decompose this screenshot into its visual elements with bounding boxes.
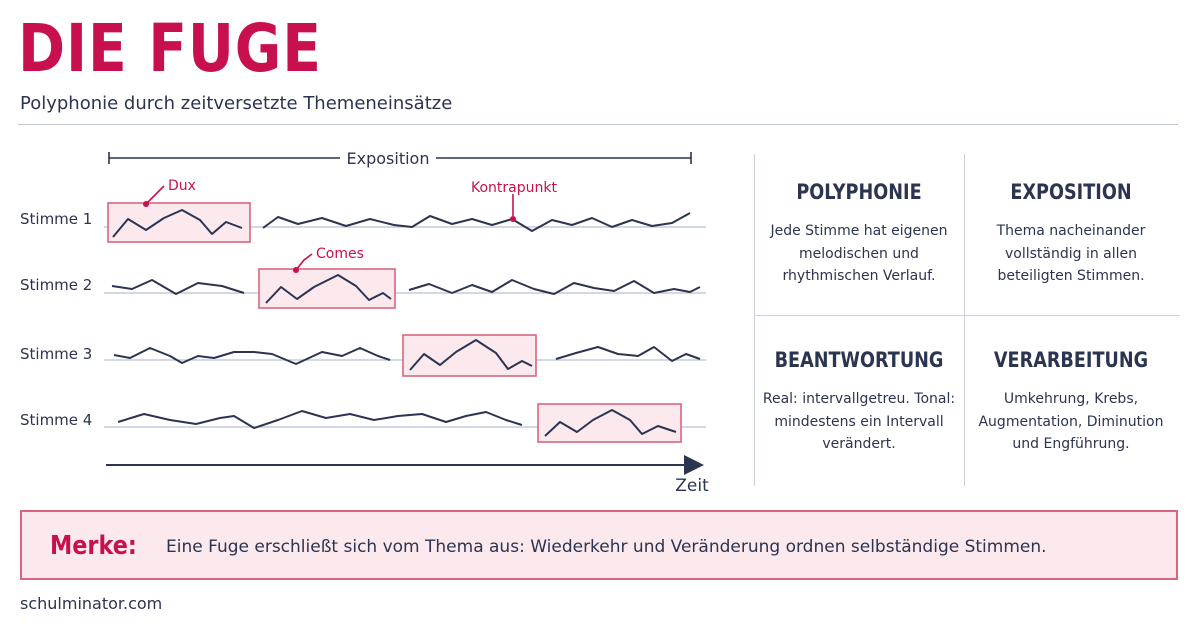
- cards-divider-horizontal: [754, 315, 1180, 316]
- merke-box: [20, 510, 1178, 580]
- card-beantwortung: [754, 346, 964, 456]
- card-title: POLYPHONIE: [796, 180, 922, 204]
- page-subtitle: Polyphonie durch zeitversetzte Themeneinsätze: [20, 93, 453, 114]
- annotation-dux-label: Dux: [168, 178, 196, 194]
- card-text: Thema nacheinander vollständig in allen beteiligten Stimmen.: [996, 223, 1146, 284]
- counterpoint-melody-voice-2b: [409, 280, 700, 294]
- card-exposition: [966, 178, 1176, 288]
- page-title: DIE FUGE: [18, 10, 322, 87]
- fugue-voice-diagram: [0, 130, 740, 500]
- concept-cards: [754, 154, 1180, 486]
- card-title: VERARBEITUNG: [993, 348, 1149, 372]
- exposition-label: Exposition: [346, 149, 430, 168]
- voice-label-3: Stimme 3: [20, 345, 93, 363]
- footer-site-name: schulminator.com: [20, 594, 163, 613]
- voice-label-2: Stimme 2: [20, 276, 93, 294]
- card-text: Jede Stimme hat eigenen melodischen und rhythmischen Verlauf.: [770, 223, 948, 284]
- counterpoint-melody-voice-1: [263, 213, 690, 231]
- annotation-kontrapunkt: [471, 180, 557, 222]
- merke-label: Merke:: [50, 531, 137, 561]
- exposition-bracket: [109, 149, 691, 168]
- counterpoint-melody-voice-3: [114, 348, 390, 364]
- card-text: Real: intervallgetreu. Tonal: mindestens ein Intervall verändert.: [762, 391, 956, 452]
- counterpoint-melody-voice-4: [118, 411, 522, 428]
- card-polyphonie: [754, 178, 964, 288]
- counterpoint-melody-voice-3b: [556, 347, 700, 361]
- annotation-kontrapunkt-label: Kontrapunkt: [471, 180, 557, 196]
- card-title: BEANTWORTUNG: [774, 348, 944, 372]
- counterpoint-melody-voice-2: [112, 280, 244, 294]
- voice-label-4: Stimme 4: [20, 411, 93, 429]
- header-divider: [18, 124, 1178, 125]
- card-title: EXPOSITION: [1010, 180, 1132, 204]
- annotation-comes-label: Comes: [316, 246, 364, 262]
- merke-text: Eine Fuge erschließt sich vom Thema aus: Wiederkehr und Veränderung ordnen selbständige Stimmen.: [166, 537, 1047, 557]
- time-axis-label: Zeit: [675, 476, 709, 496]
- card-text: Umkehrung, Krebs, Augmentation, Diminution und Engführung.: [978, 391, 1164, 452]
- voice-label-1: Stimme 1: [20, 210, 93, 228]
- card-verarbeitung: [966, 346, 1176, 456]
- cards-divider-vertical: [964, 154, 965, 486]
